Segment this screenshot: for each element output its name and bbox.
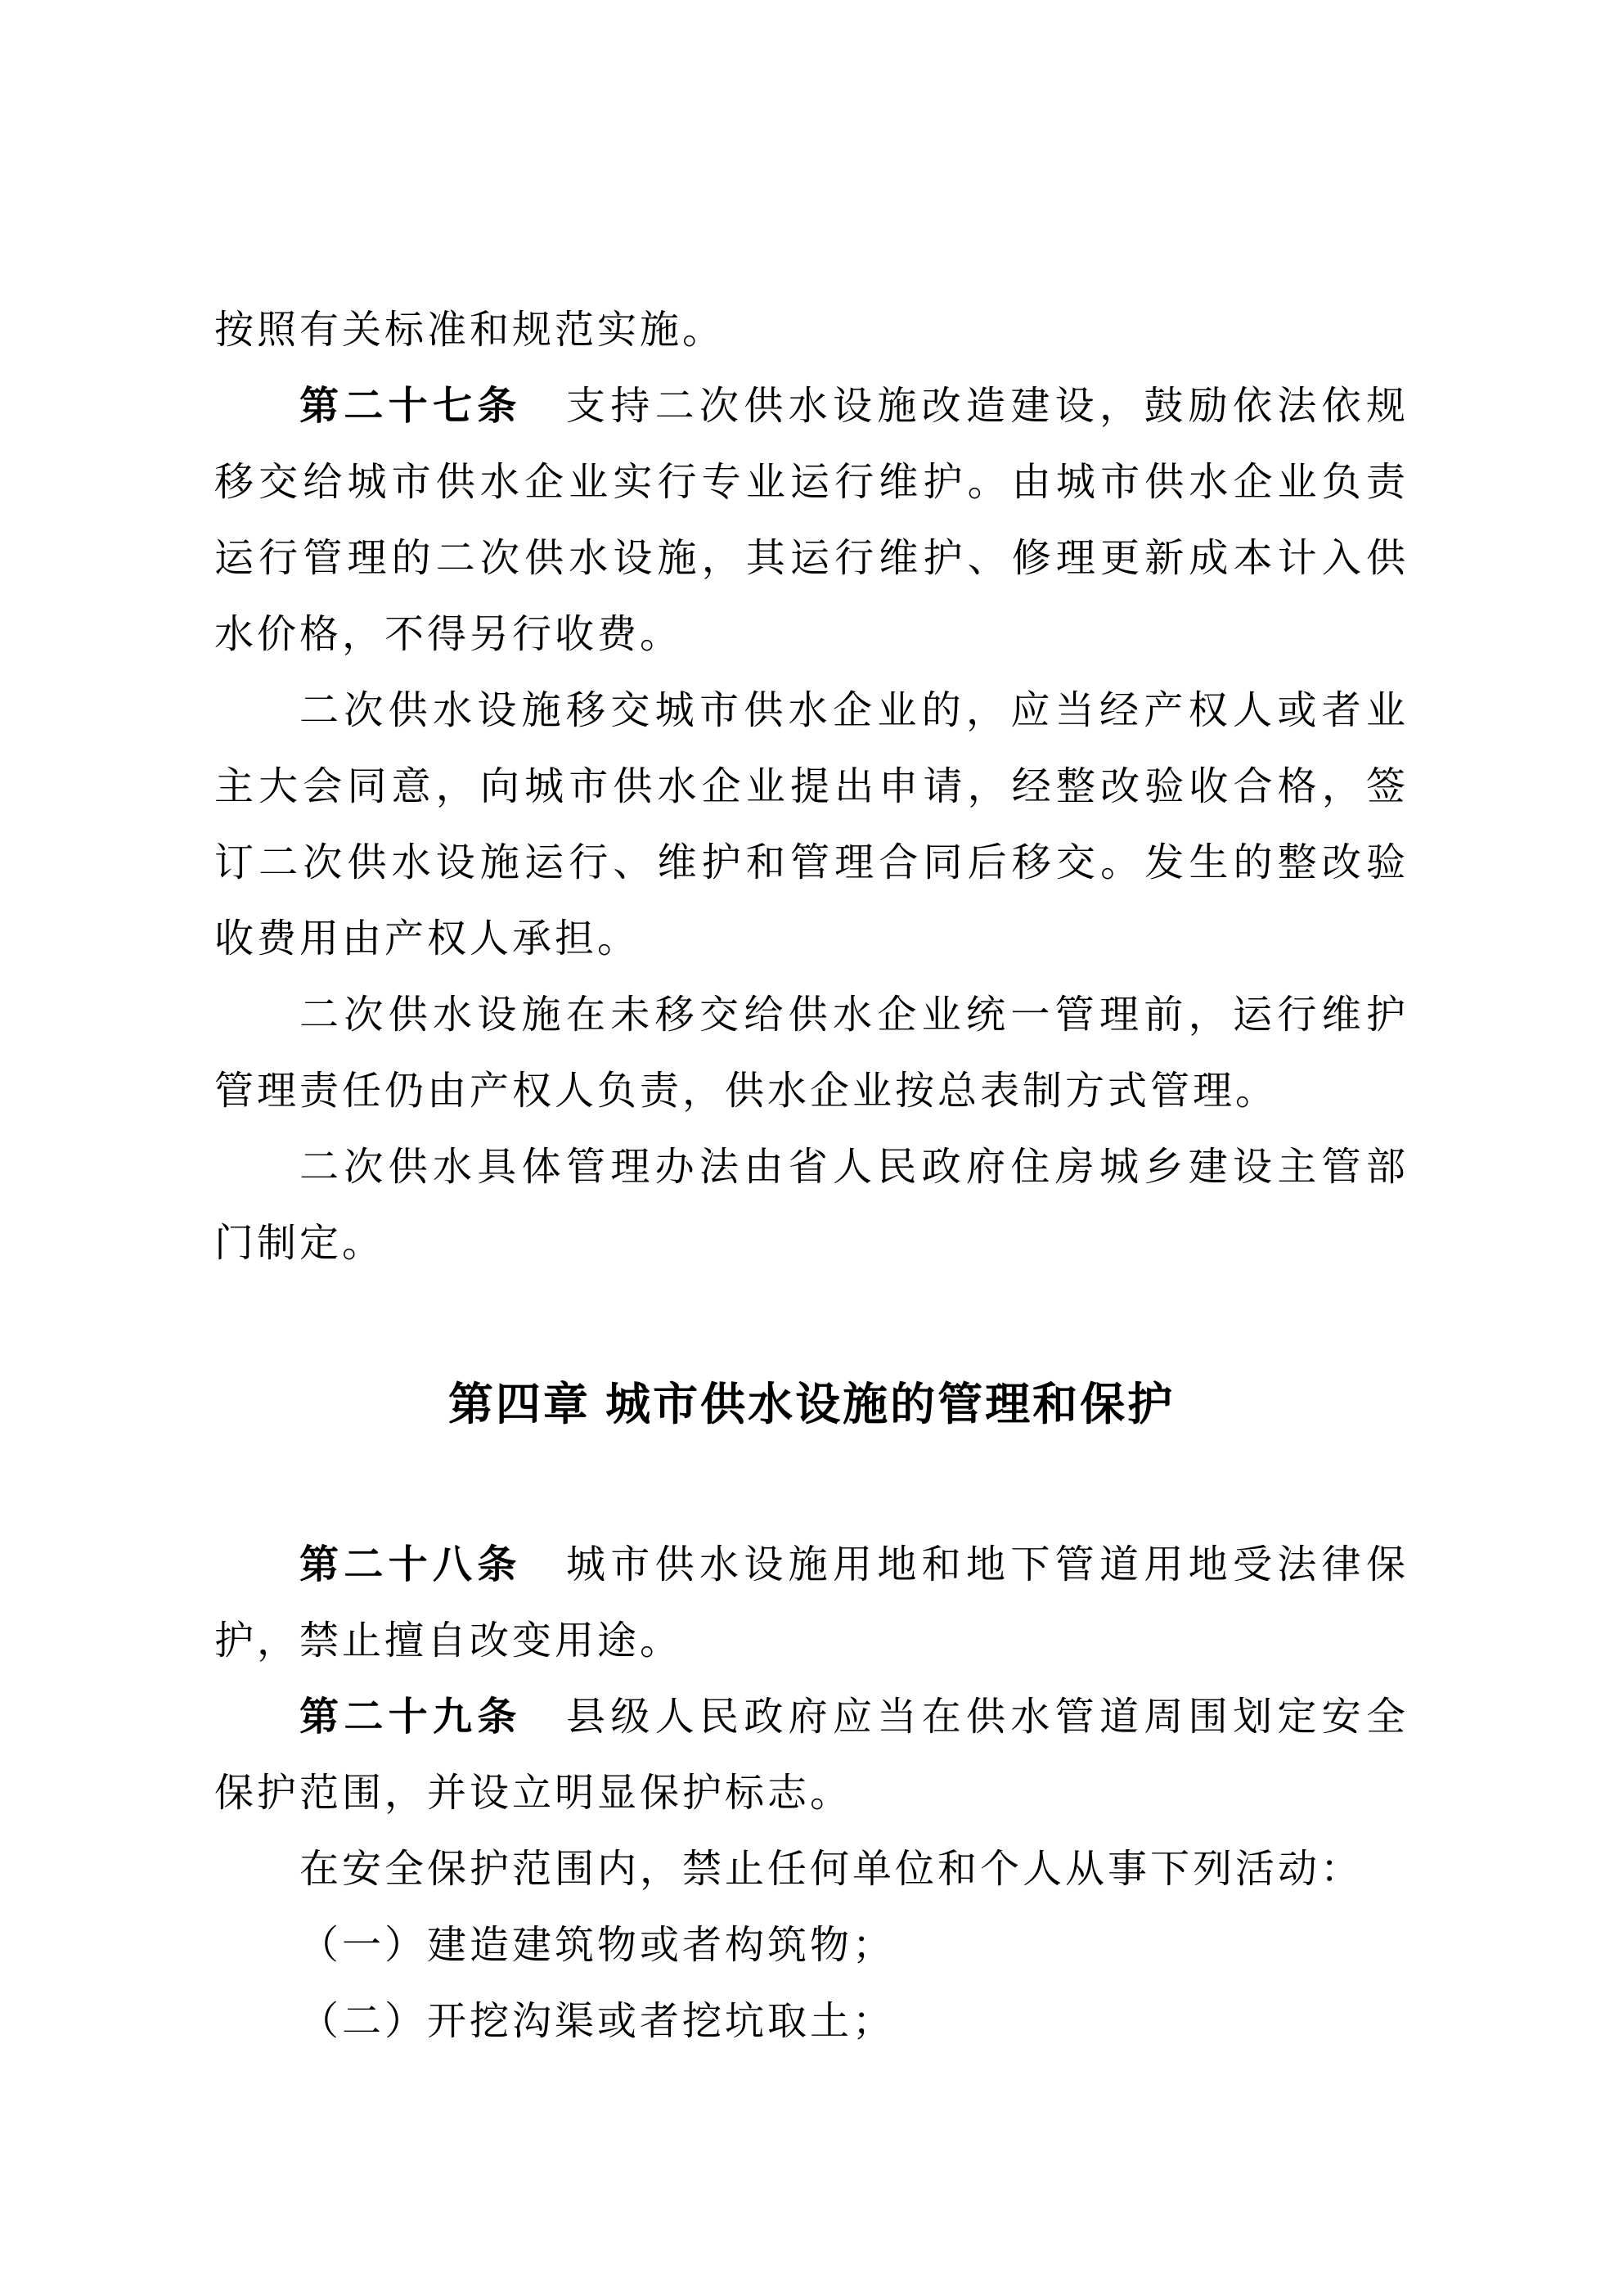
text-line: [214, 1983, 1409, 2060]
article-number: 第二十七条: [299, 385, 522, 428]
text-line: [214, 1755, 1409, 1831]
text-line: [214, 1907, 1409, 1983]
text-line: [214, 1053, 1409, 1129]
line-text: 订二次供水设施运行、维护和管理合同后移交。发生的整改验: [214, 841, 1409, 885]
text-line: [214, 977, 1409, 1053]
line-text: 保护范围，并设立明显保护标志。: [214, 1772, 853, 1815]
line-text: 水价格，不得另行收费。: [214, 613, 683, 656]
text-line: [214, 1527, 1409, 1603]
line-text: 收费用由产权人承担。: [214, 917, 641, 961]
line-text: （二）开挖沟渠或者挖坑取土；: [299, 2000, 896, 2043]
line-text: 护，禁止擅自改变用途。: [214, 1619, 683, 1663]
text-line: [214, 901, 1409, 977]
line-text: 县级人民政府应当在供水管道周围划定安全: [521, 1695, 1409, 1739]
text-line: [214, 520, 1409, 597]
article-number: 第二十八条: [299, 1543, 522, 1587]
line-text: 二次供水设施移交城市供水企业的，应当经产权人或者业: [299, 689, 1409, 732]
line-text: 门制定。: [214, 1222, 385, 1265]
line-text: 支持二次供水设施改造建设，鼓励依法依规: [521, 385, 1409, 428]
text-line: [214, 292, 1409, 368]
line-text: 移交给城市供水企业实行专业运行维护。由城市供水企业负责: [214, 461, 1409, 504]
text-line: [214, 597, 1409, 673]
line-text: 运行管理的二次供水设施，其运行维护、修理更新成本计入供: [214, 537, 1409, 580]
article-number: 第二十九条: [299, 1695, 522, 1739]
text-line: [214, 1831, 1409, 1907]
document-body: [214, 292, 1409, 2060]
line-text: （一）建造建筑物或者构筑物；: [299, 1924, 896, 1967]
text-line: [214, 749, 1409, 825]
line-text: 在安全保护范围内，禁止任何单位和个人从事下列活动：: [299, 1848, 1364, 1891]
line-text: 二次供水设施在未移交给供水企业统一管理前，运行维护: [299, 993, 1409, 1037]
text-line: [214, 1205, 1409, 1281]
text-line: [214, 1129, 1409, 1205]
line-text: 管理责任仍由产权人负责，供水企业按总表制方式管理。: [214, 1069, 1279, 1113]
line-text: 主大会同意，向城市供水企业提出申请，经整改验收合格，签: [214, 765, 1409, 808]
text-line: [214, 1679, 1409, 1755]
line-text: 城市供水设施用地和地下管道用地受法律保: [521, 1543, 1409, 1587]
text-line: [214, 673, 1409, 749]
chapter-heading: 第四章 城市供水设施的管理和保护: [447, 1379, 1176, 1429]
text-line: [214, 368, 1409, 444]
text-line: [214, 825, 1409, 901]
text-line: [214, 444, 1409, 520]
line-text: 二次供水具体管理办法由省人民政府住房城乡建设主管部: [299, 1146, 1409, 1189]
line-text: 按照有关标准和规范实施。: [214, 308, 726, 352]
text-line: [214, 1603, 1409, 1679]
